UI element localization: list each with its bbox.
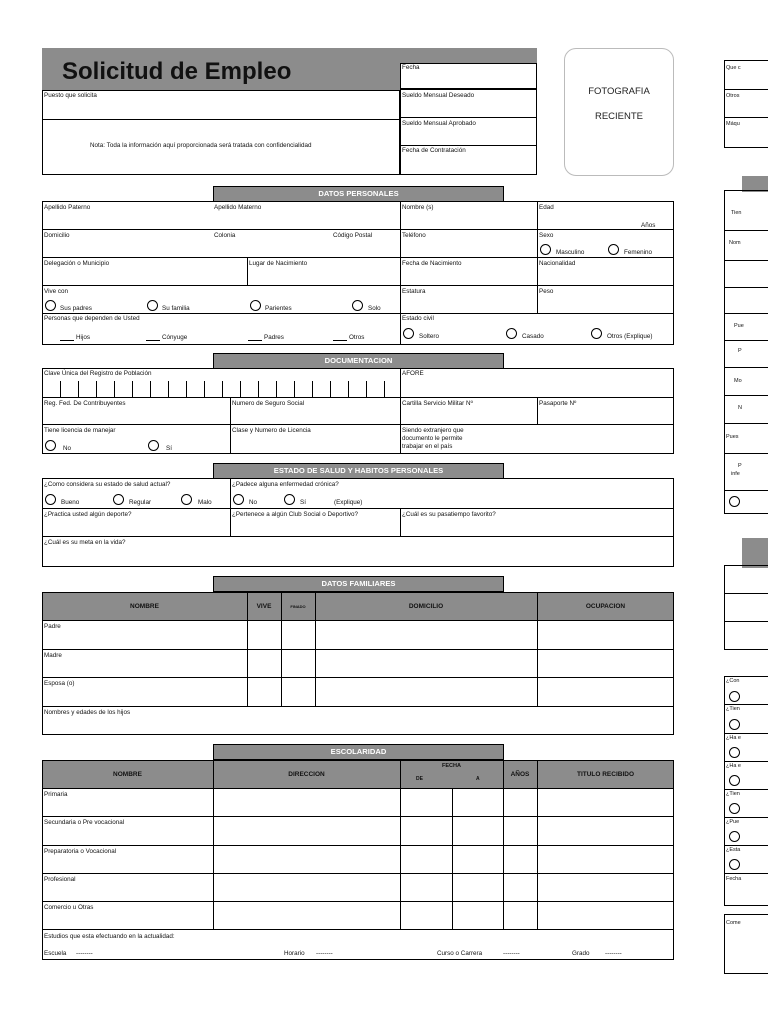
escuela-label: Escuela (44, 950, 67, 957)
personal-grid (42, 201, 674, 345)
extranjero-line-3: trabajar en el país (402, 443, 453, 450)
masculino-radio[interactable] (540, 244, 551, 255)
soltero-label: Soltero (419, 333, 439, 340)
sus-padres-radio[interactable] (45, 300, 56, 311)
right-label-15: ¿Ha e (726, 763, 741, 769)
right-label-9: N (738, 405, 742, 411)
bueno-radio[interactable] (45, 494, 56, 505)
school-col-direccion: DIRECCION (288, 771, 325, 778)
sus-padres-label: Sus padres (60, 305, 92, 312)
padres-label: Padres (264, 334, 284, 341)
school-row-primaria: Primaria (44, 791, 68, 798)
regular-label: Regular (129, 499, 152, 506)
school-col-de: DE (416, 776, 423, 782)
q-deporte: ¿Practica usted algún deporte? (44, 511, 132, 518)
extranjero-line-2: documento le permite (402, 435, 463, 442)
clase-licencia-label: Clase y Numero de Licencia (232, 427, 311, 434)
q-meta: ¿Cuál es su meta en la vida? (44, 539, 126, 546)
family-col-finado: FINADO (290, 604, 306, 609)
licencia-si-label: Sí (166, 445, 172, 452)
peso-label: Peso (539, 288, 554, 295)
right-label-4: Tien (731, 210, 742, 216)
hijos-label: Hijos (76, 334, 90, 341)
escuela-dash: -------- (76, 950, 93, 957)
curp-boxes[interactable] (60, 381, 400, 397)
right-label-13: ¿Tien (726, 706, 740, 712)
school-section-header: ESCOLARIDAD (213, 744, 504, 760)
horario-dash: -------- (316, 950, 333, 957)
cronica-no-label: No (249, 499, 258, 506)
colonia-label: Colonia (214, 232, 236, 239)
curso-dash: -------- (503, 950, 520, 957)
current-studies-label: Estudios que esta efectuando en la actualidad: (44, 933, 175, 940)
right-section-header-2 (742, 538, 768, 568)
school-col-nombre: NOMBRE (113, 771, 142, 778)
otros-label: Otros (349, 334, 365, 341)
soltero-radio[interactable] (403, 328, 414, 339)
right-label-11b: infe (731, 471, 740, 477)
vive-con-label: Vive con (44, 288, 69, 295)
femenino-radio[interactable] (608, 244, 619, 255)
school-row-profesional: Profesional (44, 876, 76, 883)
family-col-ocupacion: OCUPACION (585, 603, 626, 610)
licencia-label: Tiene licencia de manejar (44, 427, 116, 434)
family-col-nombre: NOMBRE (130, 603, 159, 610)
licencia-no-label: No (63, 445, 72, 452)
hire-date-label: Fecha de Contratación (402, 147, 466, 154)
right-label-14: ¿Ha e (726, 735, 741, 741)
nombres-label: Nombre (s) (402, 204, 434, 211)
right-label-12: ¿Con (726, 678, 740, 684)
school-col-a: A (476, 776, 480, 782)
date-field[interactable] (400, 63, 537, 89)
estatura-label: Estatura (402, 288, 426, 295)
right-radio-e[interactable] (729, 775, 740, 786)
conyuge-label: Cónyuge (162, 334, 188, 341)
school-row-comercio: Comercio u Otras (44, 904, 94, 911)
right-page-top-box (724, 60, 768, 148)
right-label-16: ¿Tien (726, 791, 740, 797)
family-row-esposa: Esposa (o) (44, 680, 75, 687)
cp-label: Código Postal (333, 232, 373, 239)
health-section-header: ESTADO DE SALUD Y HABITOS PERSONALES (213, 463, 504, 479)
cronica-explique-label: (Explique) (334, 499, 363, 506)
horario-label: Horario (284, 950, 305, 957)
date-label: Fecha (402, 64, 420, 71)
right-label-1: Que c (726, 65, 741, 71)
parientes-label: Parientes (265, 305, 292, 312)
curp-label: Clave Única del Registro de Población (44, 370, 152, 377)
right-label-7: P (738, 348, 742, 354)
q-estado-salud: ¿Como considera su estado de salud actual? (44, 481, 171, 488)
afore-label: AFORE (402, 370, 424, 377)
apellido-materno-label: Apellido Materno (214, 204, 262, 211)
domicilio-label: Domicilio (44, 232, 70, 239)
fecha-nac-label: Fecha de Nacimiento (402, 260, 462, 267)
family-col-vive: VIVE (256, 603, 272, 610)
right-label-19: Fecha (726, 876, 742, 882)
right-label-8: Mo (734, 378, 742, 384)
children-label: Nombres y edades de los hijos (44, 709, 131, 716)
licencia-si-radio[interactable] (148, 440, 159, 451)
apellido-paterno-label: Apellido Paterno (44, 204, 91, 211)
edad-label: Edad (539, 204, 554, 211)
femenino-label: Femenino (624, 249, 653, 256)
dependen-label: Personas que dependen de Usted (44, 315, 140, 322)
malo-label: Malo (198, 499, 212, 506)
casado-label: Casado (522, 333, 544, 340)
solo-radio[interactable] (352, 300, 363, 311)
photo-label-2: RECIENTE (594, 111, 644, 122)
right-radio-h[interactable] (729, 859, 740, 870)
nss-label: Numero de Seguro Social (232, 400, 305, 407)
right-radio-g[interactable] (729, 831, 740, 842)
right-label-10: Pues (726, 434, 739, 440)
anos-label: Años (641, 222, 656, 229)
family-col-domicilio: DOMICILIO (408, 603, 444, 610)
health-grid (42, 478, 674, 567)
extranjero-line-1: Siendo extranjero que (402, 427, 464, 434)
right-label-20: Come (726, 920, 741, 926)
school-col-titulo: TITULO RECIBIDO (576, 771, 635, 778)
photo-label-1: FOTOGRAFIA (588, 86, 650, 97)
right-radio-b[interactable] (729, 691, 740, 702)
right-label-5: Nom (729, 240, 741, 246)
right-radio-a[interactable] (729, 496, 740, 507)
su-familia-label: Su familia (162, 305, 190, 312)
school-table (42, 760, 674, 960)
parientes-radio[interactable] (250, 300, 261, 311)
solo-label: Solo (368, 305, 381, 312)
confidentiality-note: Nota: Toda la información aquí proporcionada será tratada con confidencialidad (90, 142, 312, 149)
telefono-label: Teléfono (402, 232, 426, 239)
cronica-no-radio[interactable] (233, 494, 244, 505)
otros-explique-label: Otros (Explique) (607, 333, 653, 340)
casado-radio[interactable] (506, 328, 517, 339)
cronica-si-radio[interactable] (284, 494, 295, 505)
right-label-11: P (738, 463, 742, 469)
right-label-6: Pue (734, 323, 744, 329)
school-col-anos: AÑOS (510, 771, 530, 778)
lugar-nac-label: Lugar de Nacimiento (249, 260, 308, 267)
family-row-madre: Madre (44, 652, 62, 659)
q-cronica: ¿Padece alguna enfermedad crónica? (232, 481, 339, 488)
school-row-preparatoria: Preparatoria o Vocacional (44, 848, 117, 855)
masculino-label: Masculino (556, 249, 585, 256)
school-row-secundaria: Secundaria o Pre vocacional (44, 819, 125, 826)
right-label-3: Máqu (726, 121, 740, 127)
right-label-17: ¿Pue (726, 819, 740, 825)
cartilla-label: Cartilla Servicio Militar Nº (402, 400, 473, 407)
bueno-label: Bueno (61, 499, 80, 506)
curso-label: Curso o Carrera (437, 950, 483, 957)
right-page-lower-box (724, 565, 768, 650)
pasaporte-label: Pasaporte Nº (539, 400, 577, 407)
right-radio-f[interactable] (729, 803, 740, 814)
estado-civil-label: Estado civil (402, 315, 434, 322)
malo-radio[interactable] (181, 494, 192, 505)
right-radio-c[interactable] (729, 719, 740, 730)
q-pasatiempo: ¿Cuál es su pasatiempo favorito? (402, 511, 496, 518)
personal-section-header: DATOS PERSONALES (213, 186, 504, 202)
rfc-label: Reg. Fed. De Contribuyentes (44, 400, 126, 407)
right-label-2: Otros (726, 93, 740, 99)
salary-desired-label: Sueldo Mensual Deseado (402, 92, 475, 99)
right-label-18: ¿Esta (726, 847, 741, 853)
right-radio-d[interactable] (729, 747, 740, 758)
salary-approved-label: Sueldo Mensual Aprobado (402, 120, 476, 127)
regular-radio[interactable] (113, 494, 124, 505)
cronica-si-label: Sí (300, 499, 306, 506)
docs-section-header: DOCUMENTACION (213, 353, 504, 369)
family-section-header: DATOS FAMILIARES (213, 576, 504, 592)
licencia-no-radio[interactable] (45, 440, 56, 451)
grado-dash: -------- (605, 950, 622, 957)
position-label: Puesto que solicita (44, 92, 97, 99)
sexo-label: Sexo (539, 232, 554, 239)
delegacion-label: Delegación o Municipio (44, 260, 110, 267)
grado-label: Grado (572, 950, 590, 957)
nacionalidad-label: Nacionalidad (539, 260, 576, 267)
otros-civil-radio[interactable] (591, 328, 602, 339)
q-club: ¿Pertenece a algún Club Social o Deportivo? (232, 511, 359, 518)
su-familia-radio[interactable] (147, 300, 158, 311)
page-title: Solicitud de Empleo (62, 58, 292, 85)
school-col-fecha: FECHA (442, 763, 461, 769)
family-row-padre: Padre (44, 623, 61, 630)
